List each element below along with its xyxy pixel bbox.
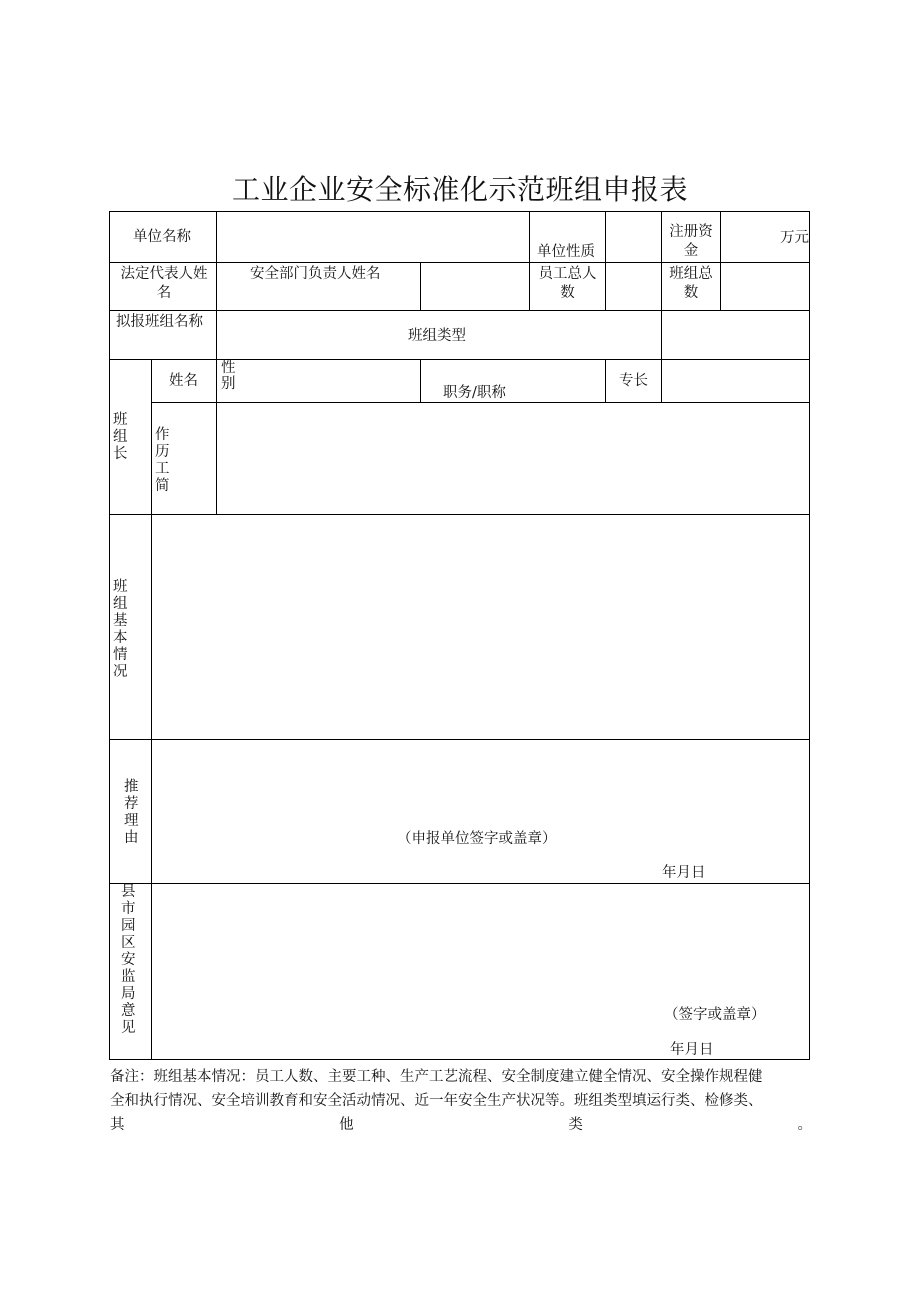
note-line-3 xyxy=(110,1113,812,1137)
resume-field[interactable] xyxy=(218,404,808,513)
note-word: 他 xyxy=(339,1117,354,1133)
unit-name-field[interactable] xyxy=(218,213,528,261)
col-divider xyxy=(720,211,721,310)
specialty-label: 专长 xyxy=(619,373,648,389)
team-type-label: 班组类型 xyxy=(408,328,466,344)
county-opinion-label: 县市园区安监局意见 xyxy=(121,884,136,1036)
position-label: 职务/职称 xyxy=(443,385,506,401)
row-divider xyxy=(109,514,810,515)
applicant-sign: （申报单位签字或盖章） xyxy=(397,831,557,847)
row-divider xyxy=(109,211,810,212)
col-divider xyxy=(420,262,421,310)
basic-info-field[interactable] xyxy=(153,516,808,738)
county-sign: （签字或盖章） xyxy=(664,1007,766,1023)
registered-capital-label: 注册资 金 xyxy=(669,224,713,259)
col-divider xyxy=(216,211,217,514)
legal-rep-label: 法定代表人姓 名 xyxy=(120,266,208,301)
capital-unit: 万元 xyxy=(780,230,809,246)
gender-label: 性 别 xyxy=(221,360,236,392)
teams-label: 班组总 数 xyxy=(669,266,713,301)
col-divider xyxy=(151,359,152,1059)
team-type-field[interactable] xyxy=(663,312,808,358)
note-word: 。 xyxy=(797,1117,812,1133)
name-label: 姓名 xyxy=(169,373,198,389)
row-divider xyxy=(109,310,810,311)
row-divider xyxy=(109,262,810,263)
reason-label: 推荐理由 xyxy=(124,779,139,846)
unit-name-label: 单位名称 xyxy=(133,229,191,245)
safety-head-field[interactable] xyxy=(422,264,528,309)
resume-label: 作历工简 xyxy=(155,427,170,494)
date-2: 年月日 xyxy=(670,1042,714,1058)
note-word: 其 xyxy=(110,1117,125,1133)
col-divider xyxy=(605,359,606,402)
col-divider xyxy=(109,211,110,1060)
row-divider xyxy=(109,883,810,884)
col-divider xyxy=(420,359,421,402)
leader-section-label: 班组长 xyxy=(113,412,128,462)
row-divider xyxy=(109,359,810,360)
basic-info-label: 班组基本情况 xyxy=(113,579,128,680)
col-divider xyxy=(605,211,606,310)
note-line-1: 备注：班组基本情况：员工人数、主要工种、生产工艺流程、安全制度建立健全情况、安全操作规程健 xyxy=(110,1069,763,1085)
employees-label: 员工总人 数 xyxy=(538,266,597,301)
specialty-field[interactable] xyxy=(663,361,808,401)
col-divider xyxy=(809,211,810,1060)
unit-nature-label: 单位性质 xyxy=(537,244,595,260)
safety-head-label: 安全部门负责人姓名 xyxy=(250,266,381,282)
note-word: 类 xyxy=(568,1117,583,1133)
date-1: 年月日 xyxy=(662,865,706,881)
unit-nature-field[interactable] xyxy=(607,213,660,261)
note-line-2: 全和执行情况、安全培训教育和安全活动情况、近一年安全生产状况等。班组类型填运行类、检修类、 xyxy=(110,1093,763,1109)
proposed-team-label: 拟报班组名称 xyxy=(116,314,203,330)
form-title: 工业企业安全标准化示范班组申报表 xyxy=(231,173,688,206)
row-divider xyxy=(109,739,810,740)
